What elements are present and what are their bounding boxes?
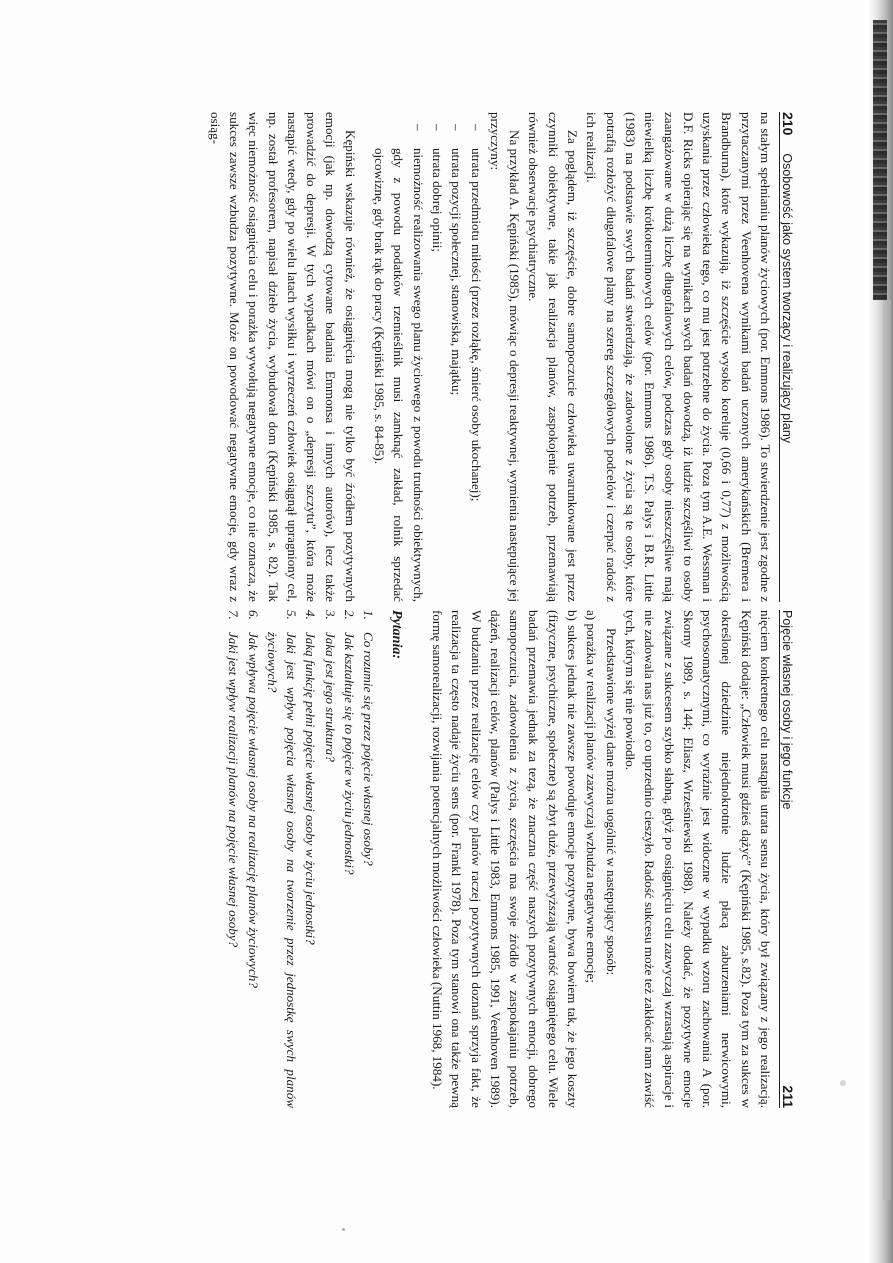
question-item: 4. Jaką funkcję pełni pojęcie własnej osoby w życiu jednostki?: [303, 610, 319, 945]
questions-heading: Pytania:: [388, 610, 404, 659]
left-page-number: 210: [780, 112, 796, 136]
right-page-body: [224, 610, 775, 1108]
left-page-body: [205, 112, 775, 602]
paragraph: Na przykład A. Kępiński (1985), mówiąc o depresji reaktywnej, wymienia następujące jej przyczyny:: [487, 112, 523, 602]
right-page-number: 211: [780, 1085, 796, 1108]
list-item: – niemożność realizowania swego planu życiowego z powodu trudności obiektywnych, gdy z powodu podatków rzemieślnik musi zamknąć zakład, rolnik sprzedać ojcowiznę, gdy brak rąk do pracy (Kępiński 1985, s. 84-85).: [372, 124, 426, 602]
right-page-header: [779, 610, 808, 1108]
right-running-title: Pojęcie własnej osoby i jego funkcje: [780, 610, 794, 810]
list-item: – utrata dobrej opinii;: [429, 124, 445, 252]
list-item-b: b) sukces jednak nie zawsze powoduje emocje pozytywne, bywa bowiem tak, że jego koszty (fizyczne, psychiczne, społeczne) są zbyt duże, przewyższają wartość osiągniętego celu. Wiele badań przemawia jednak za tezą, że znaczna część naszych pozytywnych emocji, dobrego samopoczucia, zadowolenia z życia, szczęścia ma swoje źródło w zaspokajaniu potrzeb, dążeń, realizacji celów, planów (Palys i Little 1983, Emmons 1985, 1991, Veenhoven 1989). W budzaniu przez realizację celów czy planów raczej pozytywnych doznań sprzyja fakt, że realizacja ta często nadaje życiu sens (por. Frankl 1978). Poza tym stanowi ona także pewną formę samorealizacji, rozwijania potencjalnych możliwości człowieka (Nuttin 1968, 1984).: [429, 610, 581, 1108]
left-running-title: Osobowość jako system tworzący i realizujący plany: [780, 153, 794, 444]
question-item: 1. Co rozumie się przez pojęcie własnej osoby?: [361, 610, 377, 866]
question-item: 3. Jaka jest jego struktura?: [322, 610, 338, 762]
paragraph: Kępiński wskazuje również, że osiągnięcia mogą nie tylko być źródłem pozytywnych emocji (jak np. dowodzą cytowane badania Emmonsa i innych autorów), lecz także prowadzić do depresji. W tych wypadkach mówi on o „depresji szczytu”, która może nastąpić wtedy, gdy po wielu latach wysiłku i wyrzeczeń człowiek osiągnął upragniony cel, np. został profesorem, napisał dzieło życia, wybudował dom (Kępiński 1985, s. 82). Tak więc niemożność osiągnięcia celu i porażka wywołują negatywne emocje, co nie oznacza, że sukces zawsze wzbudza pozytywne. Może on powodować negatywne emocje, gdy wraz z osiąg-: [207, 112, 358, 602]
paragraph: nięciem konkretnego celu nastąpiła utrata sensu życia, który był związany z jego realizacją. Kępiński dodaje: „Człowiek musi gdzieś dążyć” (Kępiński 1985, s.82). Poza tym za sukces w określonej dziedzinie niejednokrotnie ludzie płacą zaburzeniami nerwicowymi, psychosomatycznymi, co wyraźnie jest widoczne w wypadku wzoru zachowania A (por. Skorny 1989, s. 144; Eliasz, Wrześniewski 1988). Należy dodać, że pozytywne emocje związane z sukcesem szybko słabną, gdyż po osiągnięciu celu zazwyczaj wzrastają aspiracje i nie zadowala nas już to, co uprzednio cieszyło. Radość sukcesu może też zakłócać nam zawiść tych, którym się nie powiodło.: [622, 610, 773, 1108]
question-item: 2. Jak kształtuje się to pojęcie w życiu jednostki?: [342, 610, 358, 875]
list-item-a: a) porażka w realizacji planów zazwyczaj wzbudza negatywne emocje;: [584, 610, 600, 983]
paragraph: Przedstawione wyżej dane można uogólnić w następujący sposób:: [603, 628, 619, 976]
list-item: – utrata pozycji społecznej, stanowiska, majątku;: [449, 124, 465, 396]
paragraph: Za poglądem, iż szczęście, dobre samopoczucie człowieka uwarunkowane jest przez czynniki obiektywne, takie jak realizacja planów, zaspokojenie potrzeb, przemawiają również obserwacje psychiatryczne.: [526, 112, 581, 602]
question-item: 7. Jaki jest wpływ realizacji planów na pojęcie własnej osoby?: [226, 610, 242, 948]
paragraph: na stałym spełnianiu planów życiowych (por. Emmons 1986). To stwierdzenie jest zgodne z przytaczanymi przez Veenhovena wynikami badań uczonych amerykańskich (Bremera i Brandburna), które wykazują, iż szczęście wysoko koreluje (0,66 i 0,77) z możliwością uzyskania przez człowieka tego, co mu jest potrzebne do życia. Poza tym A.E. Wessman i D.F. Ricks opierając się na wynikach swych badań dowodzą, iż ludzie szczęśliwi to osoby zaangażowane w dużą liczbę długofalowych celów, podczas gdy osoby nieszczęśliwe mają niewielką liczbę krótkoterminowych celów (por. Emmons 1986). T.S. Palys i B.R. Little (1983) na podstawie swych badań stwierdzają, że zadowolone z życia są te osoby, które potrafią rozłożyć długofalowe plany na szereg szczegółowych podcelów i czerpać radość z ich realizacji.: [584, 112, 773, 602]
question-item: 6. Jak wpływa pojęcie własnej osoby na realizację planów życiowych?: [245, 610, 261, 988]
questions-list: [224, 610, 378, 1108]
list-item: – utrata przedmiotu miłości (przez rozłąkę, śmierć osoby ukochanej);: [468, 124, 484, 502]
left-page-header: [779, 112, 808, 602]
question-item: 5. Jaki jest wpływ pojęcia własnej osoby na tworzenie przez jednostkę swych planów życiowych?: [264, 610, 300, 1108]
